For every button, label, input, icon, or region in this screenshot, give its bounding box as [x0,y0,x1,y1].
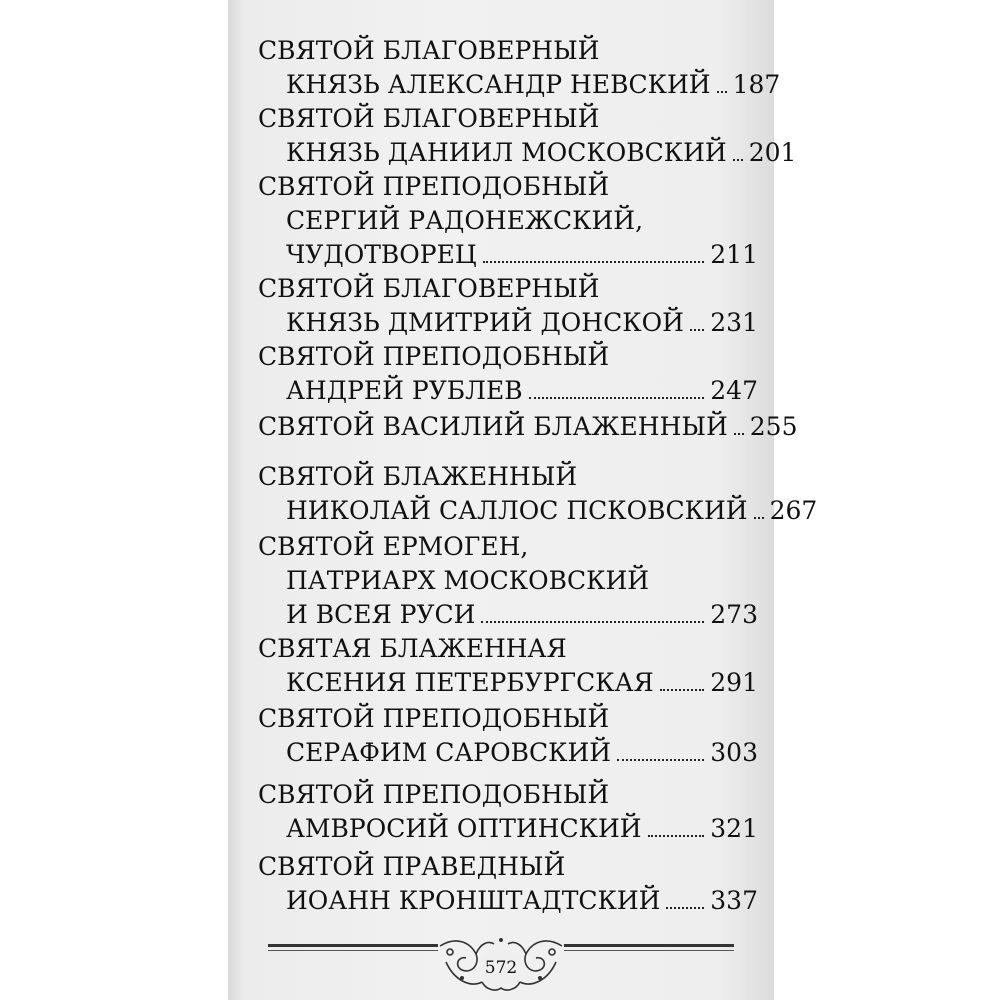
entry-title: СВЯТОЙ БЛАЖЕННЫЙ [258,462,578,491]
entry-name: ИОАНН КРОНШТАДТСКИЙ [286,886,661,915]
dot-leader [690,329,704,331]
entry-title: СВЯТОЙ БЛАГОВЕРНЫЙ [258,274,600,303]
dot-leader [734,433,744,435]
entry-name: СЕРГИЙ РАДОНЕЖСКИЙ, [286,206,644,235]
entry-name: АНДРЕЙ РУБЛЕВ [286,376,523,405]
entry-title: СВЯТОЙ ПРЕПОДОБНЫЙ [258,780,610,809]
toc-entry[interactable] [258,340,758,408]
page-footer [228,932,774,1000]
entry-title: СВЯТОЙ ПРЕПОДОБНЫЙ [258,704,610,733]
entry-name: АМВРОСИЙ ОПТИНСКИЙ [286,814,642,843]
footer-rule-right-thin [564,950,734,951]
page-number: 187 [732,70,781,99]
page-number: 267 [769,496,818,525]
entry-title: СВЯТОЙ БЛАГОВЕРНЫЙ [258,36,600,65]
toc-entry[interactable] [258,170,758,272]
dot-leader [733,159,743,161]
dot-leader [648,835,705,837]
entry-title: СВЯТОЙ БЛАГОВЕРНЫЙ [258,104,600,133]
dot-leader [660,689,705,691]
dot-leader [529,397,705,399]
entry-title: СВЯТОЙ ЕРМОГЕН, [258,532,529,561]
folio-page-number: 572 [481,952,521,984]
dot-leader [754,517,764,519]
entry-name: СЕРАФИМ САРОВСКИЙ [286,738,612,767]
dot-leader [483,261,705,263]
page-number: 201 [748,138,797,167]
entry-name: ПАТРИАРХ МОСКОВСКИЙ [286,566,650,595]
dot-leader [717,91,727,93]
toc-entry[interactable] [258,34,781,102]
entry-name: КНЯЗЬ ДАНИИЛ МОСКОВСКИЙ [286,138,727,167]
page-number: 255 [749,412,798,441]
entry-name: КНЯЗЬ ДМИТРИЙ ДОНСКОЙ [286,308,684,337]
entry-title: СВЯТОЙ ПРЕПОДОБНЫЙ [258,172,610,201]
entry-name: СВЯТОЙ ВАСИЛИЙ БЛАЖЕННЫЙ [258,412,728,441]
page-number: 247 [710,376,758,405]
entry-title: СВЯТАЯ БЛАЖЕННАЯ [258,634,567,663]
entry-name: И ВСЕЯ РУСИ [286,600,476,629]
entry-title: СВЯТОЙ ПРЕПОДОБНЫЙ [258,342,610,371]
footer-rule-left [268,944,438,947]
toc-entry[interactable] [258,530,758,632]
entry-name: КНЯЗЬ АЛЕКСАНДР НЕВСКИЙ [286,70,711,99]
toc-entry[interactable] [258,778,758,846]
book-page [228,0,818,1000]
toc-entry[interactable] [258,272,758,340]
dot-leader [666,907,704,909]
toc-entry[interactable] [258,460,818,528]
page-number: 231 [710,308,758,337]
toc-entry[interactable] [258,102,797,170]
page-number: 273 [710,600,758,629]
toc-entry[interactable] [258,410,798,444]
footer-rule-left-thin [268,950,438,951]
entry-name: ЧУДОТВОРЕЦ [286,240,477,269]
toc-entry[interactable] [258,850,758,918]
entry-name: НИКОЛАЙ САЛЛОС ПСКОВСКИЙ [286,496,748,525]
entry-name: КСЕНИЯ ПЕТЕРБУРГСКАЯ [286,668,654,697]
footer-rule-right [564,944,734,947]
dot-leader [617,759,704,761]
entry-title: СВЯТОЙ ПРАВЕДНЫЙ [258,852,566,881]
dot-leader [481,621,704,623]
page-number: 337 [710,886,758,915]
toc-entry[interactable] [258,702,758,770]
page-number: 321 [710,814,758,843]
toc-entry[interactable] [258,632,758,700]
page-number: 303 [710,738,758,767]
page-number: 211 [710,240,758,269]
page-number: 291 [710,668,758,697]
